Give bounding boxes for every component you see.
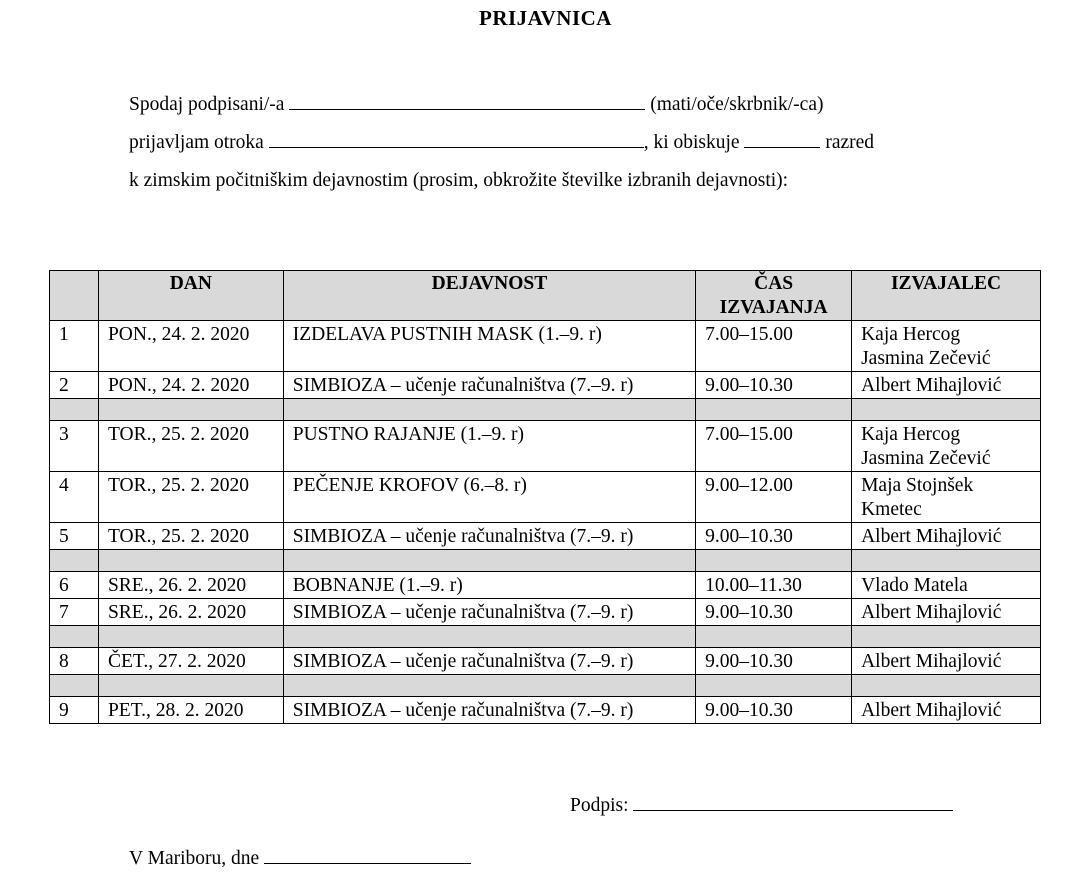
table-spacer-row bbox=[50, 626, 1041, 648]
parent-role-label: (mati/oče/skrbnik/-ca) bbox=[650, 94, 824, 115]
header-num bbox=[50, 271, 99, 321]
cell-day: PON., 24. 2. 2020 bbox=[98, 321, 283, 372]
cell-activity: PUSTNO RAJANJE (1.–9. r) bbox=[283, 421, 695, 472]
cell-activity: SIMBIOZA – učenje računalništva (7.–9. r) bbox=[283, 648, 695, 675]
table-spacer-row bbox=[50, 399, 1041, 421]
cell-instructor bbox=[852, 523, 1041, 550]
table-row[interactable] bbox=[50, 421, 1041, 472]
spacer-cell bbox=[283, 675, 695, 697]
spacer-cell bbox=[852, 550, 1041, 572]
cell-number: 7 bbox=[50, 599, 99, 626]
cell-number: 3 bbox=[50, 421, 99, 472]
spacer-cell bbox=[696, 550, 852, 572]
cell-day: PET., 28. 2. 2020 bbox=[98, 697, 283, 724]
spacer-cell bbox=[50, 399, 99, 421]
cell-time: 9.00–12.00 bbox=[696, 472, 852, 523]
spacer-cell bbox=[283, 550, 695, 572]
table-row[interactable] bbox=[50, 572, 1041, 599]
cell-day: TOR., 25. 2. 2020 bbox=[98, 472, 283, 523]
cell-number: 9 bbox=[50, 697, 99, 724]
grade-blank[interactable] bbox=[744, 129, 820, 148]
activities-table bbox=[49, 270, 1041, 724]
cell-activity: PEČENJE KROFOV (6.–8. r) bbox=[283, 472, 695, 523]
intro-line-instruction: k zimskim počitniškim dejavnostim (prosim, obkrožite številke izbranih dejavnosti): bbox=[129, 170, 789, 191]
instructor-line-1: Vlado Matela bbox=[861, 575, 968, 596]
cell-instructor bbox=[852, 572, 1041, 599]
cell-number: 8 bbox=[50, 648, 99, 675]
cell-activity: IZDELAVA PUSTNIH MASK (1.–9. r) bbox=[283, 321, 695, 372]
cell-time: 7.00–15.00 bbox=[696, 421, 852, 472]
instructor-line-1: Albert Mihajlović bbox=[861, 651, 1002, 672]
grade-label: , ki obiskuje bbox=[643, 132, 740, 153]
instructor-line-1: Albert Mihajlović bbox=[861, 700, 1002, 721]
child-name-blank[interactable] bbox=[269, 129, 644, 148]
table-header-row bbox=[50, 271, 1041, 321]
spacer-cell bbox=[696, 675, 852, 697]
signature-line bbox=[570, 792, 953, 817]
header-dejavnost: DEJAVNOST bbox=[283, 271, 695, 321]
instructor-line-1: Albert Mihajlović bbox=[861, 375, 1002, 396]
instructor-line-1: Kaja Hercog bbox=[861, 324, 961, 345]
cell-number: 2 bbox=[50, 372, 99, 399]
cell-number: 6 bbox=[50, 572, 99, 599]
instructor-line-1: Maja Stojnšek bbox=[861, 475, 974, 496]
table-row[interactable] bbox=[50, 372, 1041, 399]
cell-instructor bbox=[852, 472, 1041, 523]
cell-day: TOR., 25. 2. 2020 bbox=[98, 421, 283, 472]
spacer-cell bbox=[696, 399, 852, 421]
spacer-cell bbox=[98, 399, 283, 421]
spacer-cell bbox=[852, 626, 1041, 648]
grade-suffix: razred bbox=[825, 132, 875, 153]
cell-day: PON., 24. 2. 2020 bbox=[98, 372, 283, 399]
intro-line-child bbox=[129, 129, 874, 155]
cell-instructor bbox=[852, 599, 1041, 626]
place-date-line bbox=[129, 845, 471, 870]
cell-number: 1 bbox=[50, 321, 99, 372]
spacer-cell bbox=[98, 550, 283, 572]
cell-activity: SIMBIOZA – učenje računalništva (7.–9. r) bbox=[283, 697, 695, 724]
table-row[interactable] bbox=[50, 321, 1041, 372]
spacer-cell bbox=[50, 626, 99, 648]
cell-time: 9.00–10.30 bbox=[696, 523, 852, 550]
spacer-cell bbox=[283, 399, 695, 421]
cell-time: 9.00–10.30 bbox=[696, 697, 852, 724]
spacer-cell bbox=[98, 675, 283, 697]
instructor-line-2: Jasmina Zečević bbox=[861, 448, 991, 469]
header-cas-line1: ČAS bbox=[754, 273, 794, 294]
spacer-cell bbox=[852, 399, 1041, 421]
cell-instructor bbox=[852, 421, 1041, 472]
cell-instructor bbox=[852, 372, 1041, 399]
spacer-cell bbox=[50, 675, 99, 697]
spacer-cell bbox=[852, 675, 1041, 697]
spacer-cell bbox=[98, 626, 283, 648]
signature-blank[interactable] bbox=[633, 792, 953, 811]
header-izvajalec: IZVAJALEC bbox=[852, 271, 1041, 321]
spacer-cell bbox=[696, 626, 852, 648]
cell-instructor bbox=[852, 321, 1041, 372]
child-label: prijavljam otroka bbox=[129, 132, 264, 153]
cell-time: 10.00–11.30 bbox=[696, 572, 852, 599]
cell-instructor bbox=[852, 697, 1041, 724]
cell-number: 5 bbox=[50, 523, 99, 550]
cell-activity: SIMBIOZA – učenje računalništva (7.–9. r) bbox=[283, 372, 695, 399]
table-spacer-row bbox=[50, 675, 1041, 697]
cell-time: 9.00–10.30 bbox=[696, 372, 852, 399]
cell-time: 9.00–10.30 bbox=[696, 599, 852, 626]
header-cas-line2: IZVAJANJA bbox=[719, 297, 828, 318]
cell-activity: BOBNANJE (1.–9. r) bbox=[283, 572, 695, 599]
table-spacer-row bbox=[50, 550, 1041, 572]
cell-day: SRE., 26. 2. 2020 bbox=[98, 572, 283, 599]
cell-day: TOR., 25. 2. 2020 bbox=[98, 523, 283, 550]
parent-name-blank[interactable] bbox=[289, 91, 645, 110]
place-date-label: V Mariboru, dne bbox=[129, 848, 260, 869]
header-cas bbox=[696, 271, 852, 321]
cell-instructor bbox=[852, 648, 1041, 675]
instructor-line-1: Albert Mihajlović bbox=[861, 526, 1002, 547]
spacer-cell bbox=[283, 626, 695, 648]
table-row[interactable] bbox=[50, 472, 1041, 523]
instructor-line-2: Kmetec bbox=[861, 499, 922, 520]
header-dan: DAN bbox=[98, 271, 283, 321]
intro-line-parent bbox=[129, 91, 823, 117]
table-row[interactable] bbox=[50, 599, 1041, 626]
parent-label: Spodaj podpisani/-a bbox=[129, 94, 285, 115]
page-title: PRIJAVNICA bbox=[479, 6, 612, 30]
spacer-cell bbox=[50, 550, 99, 572]
cell-time: 7.00–15.00 bbox=[696, 321, 852, 372]
table-row[interactable] bbox=[50, 523, 1041, 550]
instructor-line-1: Kaja Hercog bbox=[861, 424, 961, 445]
cell-number: 4 bbox=[50, 472, 99, 523]
date-blank[interactable] bbox=[264, 845, 471, 864]
table-row[interactable] bbox=[50, 648, 1041, 675]
cell-time: 9.00–10.30 bbox=[696, 648, 852, 675]
instructor-line-2: Jasmina Zečević bbox=[861, 348, 991, 369]
cell-day: SRE., 26. 2. 2020 bbox=[98, 599, 283, 626]
cell-day: ČET., 27. 2. 2020 bbox=[98, 648, 283, 675]
table-row[interactable] bbox=[50, 697, 1041, 724]
cell-activity: SIMBIOZA – učenje računalništva (7.–9. r) bbox=[283, 599, 695, 626]
instructor-line-1: Albert Mihajlović bbox=[861, 602, 1002, 623]
cell-activity: SIMBIOZA – učenje računalništva (7.–9. r) bbox=[283, 523, 695, 550]
signature-label: Podpis: bbox=[570, 795, 629, 816]
